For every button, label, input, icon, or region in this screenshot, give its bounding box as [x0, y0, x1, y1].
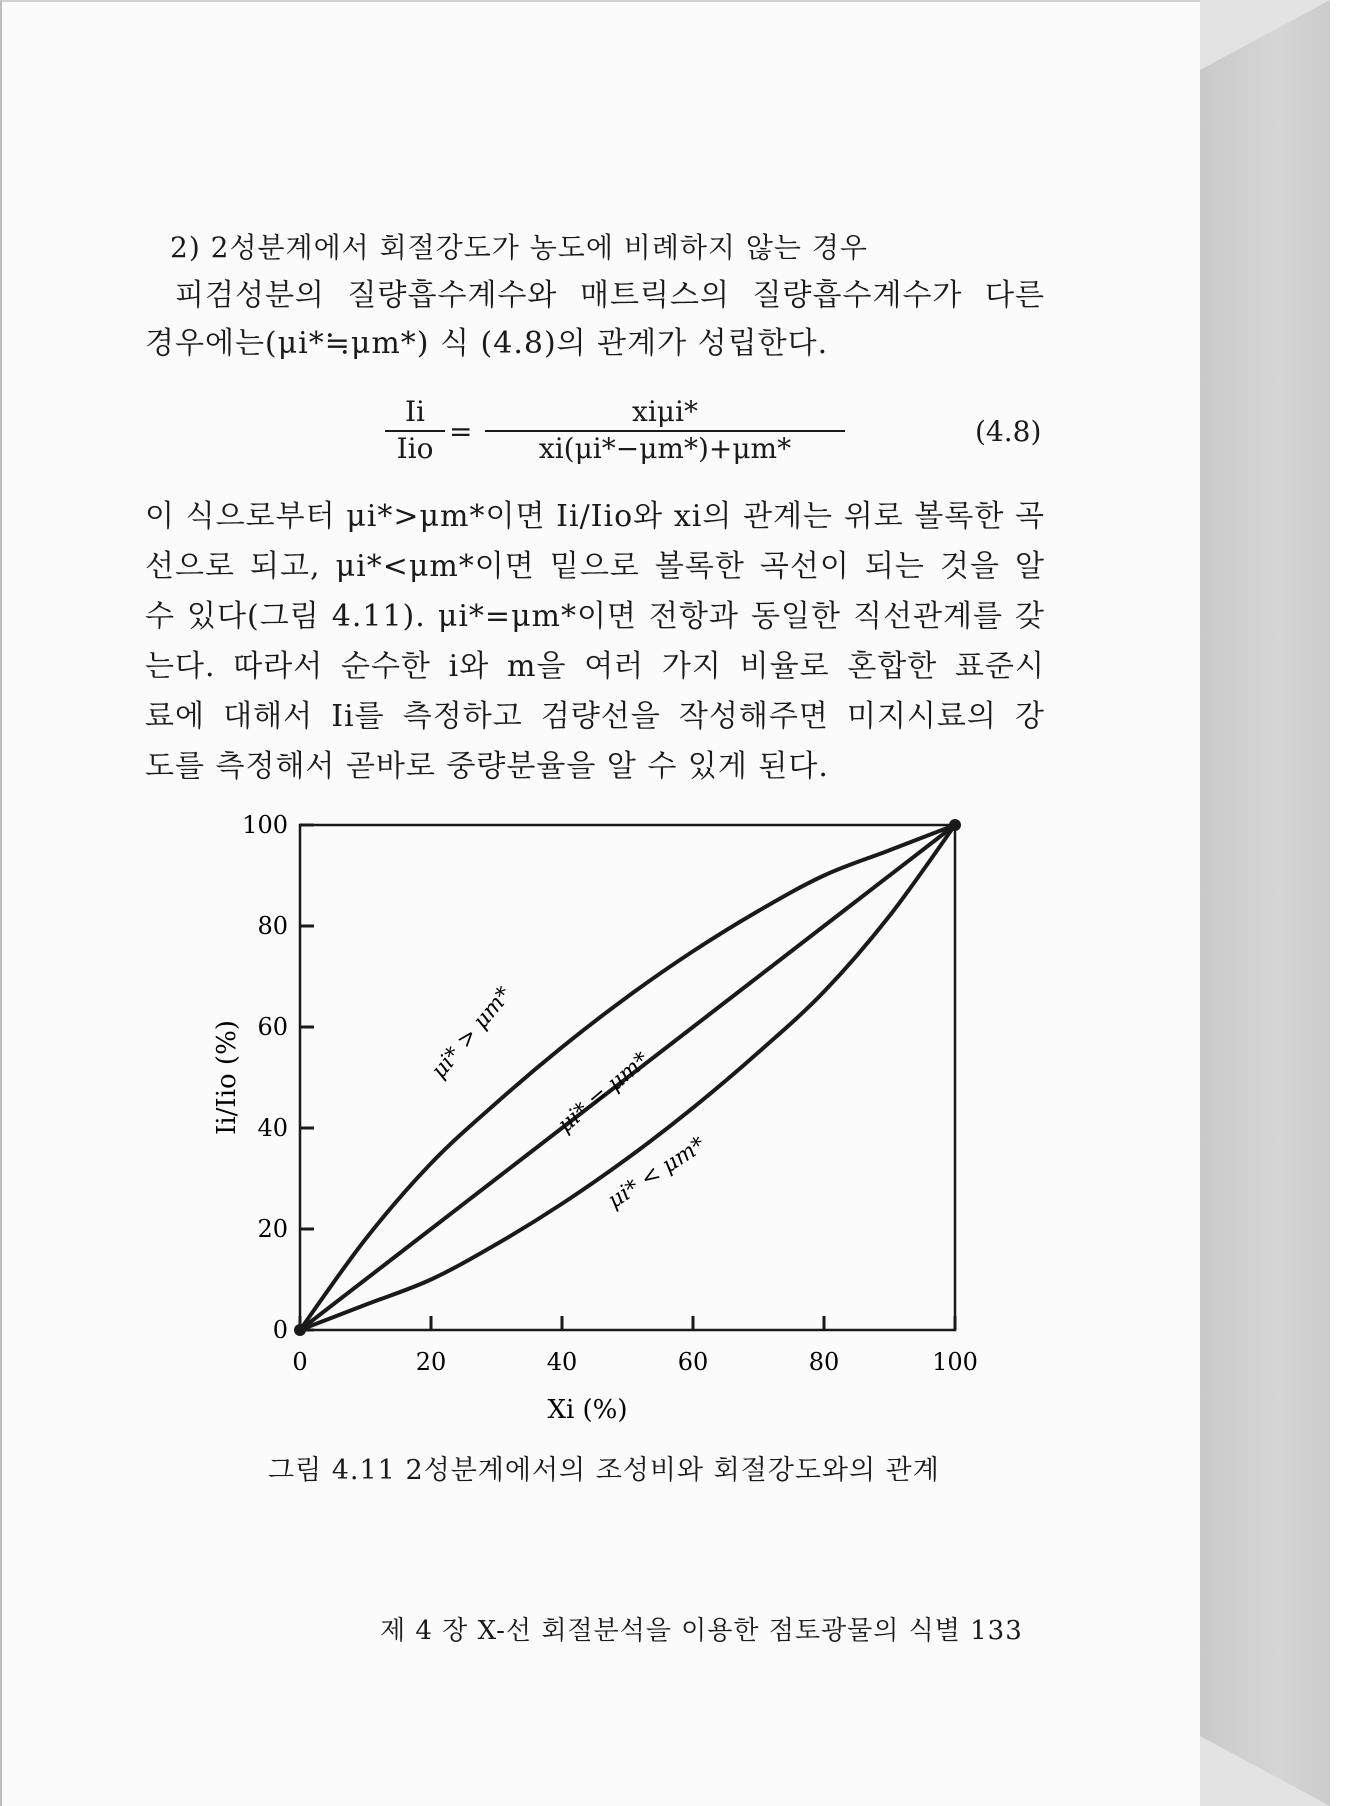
- paragraph-2-line: 선으로 되고, μi*<μm*이면 밑으로 볼록한 곡선이 되는 것을 알: [145, 549, 1045, 584]
- paragraph-2-line: 는다. 따라서 순수한 i와 m을 여러 가지 비율로 혼합한 표준시: [145, 649, 1045, 684]
- y-tick-label: 60: [257, 1013, 288, 1041]
- end-point: [949, 819, 961, 831]
- series-label: μi* > μm*: [426, 982, 518, 1084]
- paragraph-2-line: 료에 대해서 Ii를 측정하고 검량선을 작성해주면 미지시료의 강: [145, 699, 1045, 734]
- equation-rhs: [485, 395, 845, 465]
- equation-lhs-denominator: Iio: [396, 432, 434, 465]
- figure-caption: 그림 4.11 2성분계에서의 조성비와 회절강도와의 관계: [268, 1455, 940, 1486]
- paragraph-1-line-2: 경우에는(μi*≒μm*) 식 (4.8)의 관계가 성립한다.: [145, 326, 829, 361]
- equation-equals: =: [449, 415, 473, 448]
- series-label: μi* = μm*: [553, 1047, 655, 1138]
- paragraph-2-line: 이 식으로부터 μi*>μm*이면 Ii/Iio와 xi의 관계는 위로 볼록한 곡: [145, 499, 1045, 534]
- y-tick-label: 20: [257, 1215, 288, 1243]
- x-axis-label: Xi (%): [547, 1395, 628, 1425]
- book-spine: [1200, 0, 1330, 1806]
- equation-lhs-numerator: Ii: [385, 395, 445, 432]
- book-spine-bottom: [1200, 1736, 1330, 1806]
- x-tick-label: 60: [677, 1348, 709, 1376]
- paragraph-1-line-1: 피검성분의 질량흡수계수와 매트릭스의 질량흡수계수가 다른: [175, 278, 1045, 313]
- equation-number: (4.8): [975, 415, 1042, 448]
- section-heading: 2) 2성분계에서 회절강도가 농도에 비례하지 않는 경우: [170, 231, 868, 264]
- paragraph-2-line: 수 있다(그림 4.11). μi*=μm*이면 전항과 동일한 직선관계를 갖: [145, 599, 1045, 634]
- x-tick-label: 40: [546, 1348, 578, 1376]
- x-tick-label: 20: [415, 1348, 447, 1376]
- equation-rhs-denominator: xi(μi*−μm*)+μm*: [538, 432, 792, 465]
- equation-4-8: [385, 395, 1085, 475]
- y-axis-label: Ii/Iio (%): [212, 1020, 242, 1135]
- paragraph-2: [145, 492, 1045, 792]
- y-tick-label: 40: [257, 1114, 288, 1142]
- x-tick-label: 80: [808, 1348, 840, 1376]
- paragraph-2-line: 도를 측정해서 곧바로 중량분율을 알 수 있게 된다.: [145, 749, 829, 784]
- book-spine-top: [1200, 0, 1330, 70]
- equation-rhs-numerator: xiμi*: [485, 395, 845, 432]
- page-footer: 제 4 장 X-선 회절분석을 이용한 점토광물의 식별 133: [380, 1616, 1023, 1646]
- chart-svg: [210, 800, 1010, 1430]
- x-tick-label: 0: [292, 1348, 308, 1376]
- origin-point: [294, 1324, 306, 1336]
- y-tick-label: 0: [272, 1316, 288, 1344]
- y-tick-label: 80: [257, 912, 288, 940]
- x-tick-label: 100: [932, 1348, 978, 1376]
- paragraph-1: [145, 272, 1045, 368]
- series-label: μi* < μm*: [603, 1132, 711, 1214]
- figure-4-11: [210, 800, 1010, 1430]
- equation-lhs: [385, 395, 445, 465]
- y-tick-label: 100: [242, 811, 288, 839]
